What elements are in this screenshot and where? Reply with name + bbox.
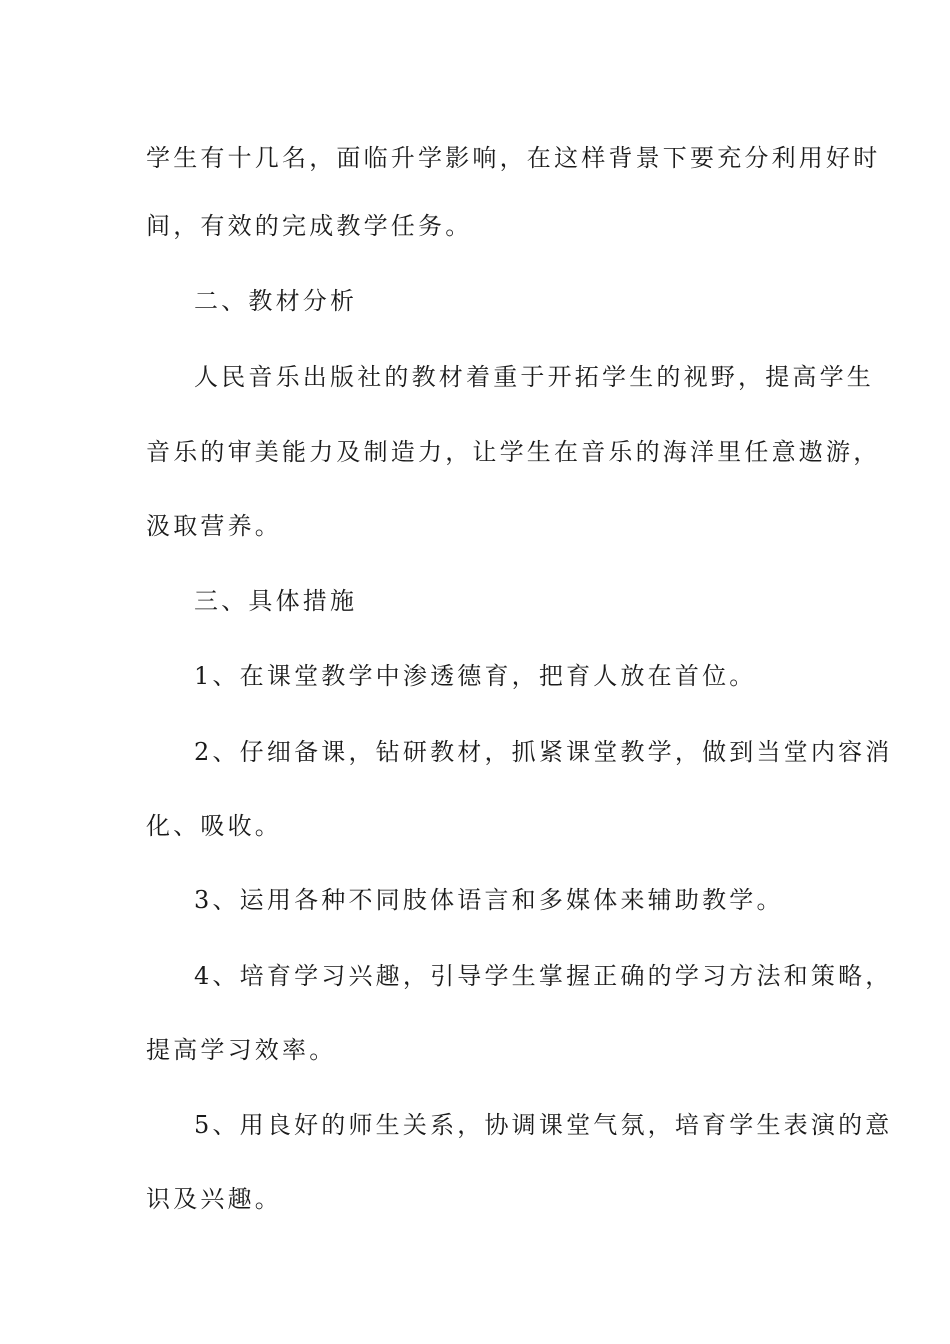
text-line: 汲取营养。	[146, 512, 282, 540]
text-line: 音乐的审美能力及制造力，让学生在音乐的海洋里任意遨游，	[146, 438, 881, 466]
list-item: 5、用良好的师生关系，协调课堂气氛，培育学生表演的意	[194, 1111, 893, 1139]
text-line: 识及兴趣。	[146, 1185, 282, 1213]
list-item: 2、仔细备课，钻研教材，抓紧课堂教学，做到当堂内容消	[194, 738, 893, 766]
text-line: 学生有十几名，面临升学影响，在这样背景下要充分利用好时	[146, 144, 881, 172]
list-item: 3、运用各种不同肢体语言和多媒体来辅助教学。	[194, 886, 784, 914]
section-heading: 二、教材分析	[194, 287, 358, 315]
list-item: 1、在课堂教学中渗透德育，把育人放在首位。	[194, 662, 757, 690]
list-item: 4、培育学习兴趣，引导学生掌握正确的学习方法和策略，	[194, 962, 893, 990]
text-line: 化、吸收。	[146, 812, 282, 840]
section-heading: 三、具体措施	[194, 587, 358, 615]
text-line: 人民音乐出版社的教材着重于开拓学生的视野，提高学生	[194, 363, 874, 391]
text-line: 间，有效的完成教学任务。	[146, 212, 473, 240]
text-line: 提高学习效率。	[146, 1036, 337, 1064]
